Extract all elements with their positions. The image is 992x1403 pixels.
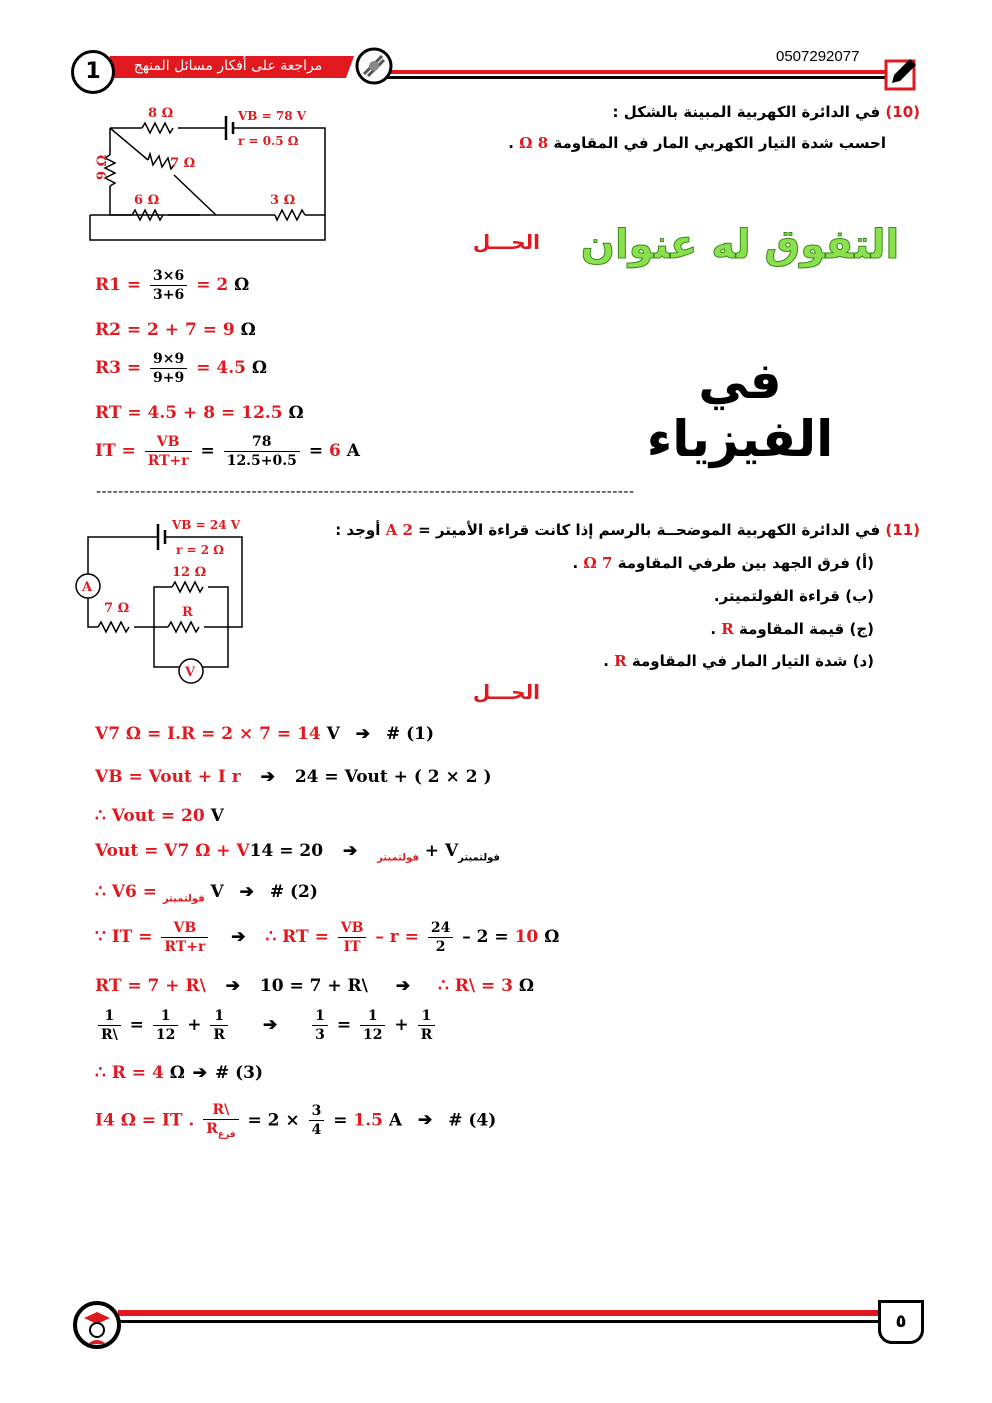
q10-eq3-fraction: $\frac{9\times 9}{9+9}$	[150, 351, 187, 386]
q11-step6-fraction2: $\frac{VB}{IT}$	[338, 920, 367, 955]
q11-step5: ∴ V $_{فولتميتر}$ = 6 V ➔ # (2)	[95, 882, 318, 905]
q11-step10: I4 Ω = IT . $\frac{R\backslash}{R_{فرع}}$ = 2 × $\frac{3}{4}$ = 1.5 A ➔ # (4)	[95, 1102, 497, 1140]
q11-intro: (11) في الدائرة الكهربية الموضحــة بالرسم إذا كانت قراءة الأميتر = 2 A أوجد :	[335, 521, 920, 539]
q11-circuit-diagram	[70, 512, 270, 692]
page-number: ٥	[895, 1311, 907, 1332]
arrow-icon: ➔	[355, 724, 371, 744]
header-title: مراجعة على أفكار مسائل المنهج	[133, 58, 323, 74]
footer-black-line	[118, 1320, 878, 1323]
q11-label-vb: VB = 24 V	[172, 518, 241, 532]
q10-label-3ohm: 3 Ω	[270, 193, 296, 208]
q11-step6: ∵ IT = $\frac{VB}{RT+r}$ ➔ ∴ RT = $\frac{VB}{IT}$ – r = $\frac{24}{2}$ – 2 = 10 Ω	[95, 920, 560, 955]
arrow-icon: ➔	[239, 882, 254, 902]
arrow-icon: ➔	[395, 976, 411, 996]
q10-eq3: R3 = $\frac{9\times 9}{9+9}$ = 4.5 Ω	[95, 351, 267, 386]
logo-icon	[354, 46, 394, 86]
chapter-badge	[71, 50, 115, 94]
phone-number: 0507292077	[776, 48, 860, 65]
chapter-badge-number: 1	[85, 59, 101, 84]
q10-solution-label: الحـــل	[472, 230, 540, 254]
q10-eq2: R2 = 2 + 7 = 9 Ω	[95, 320, 256, 340]
q11-label-12ohm: 12 Ω	[172, 565, 207, 580]
arrow-icon: ➔	[260, 767, 275, 787]
q11-item-c: (ج) قيمة المقاومة R .	[710, 620, 874, 638]
q11-label-7ohm: 7 Ω	[104, 601, 130, 616]
q10-eq5: IT = $\frac{VB}{RT+r}$ = $\frac{78}{12.5+0.5}$ = 6 A	[95, 434, 360, 469]
q11-step6-fraction1: $\frac{VB}{RT+r}$	[161, 920, 208, 955]
graduate-avatar-icon	[72, 1300, 122, 1350]
q10-label-r: r = 0.5 Ω	[238, 134, 299, 148]
q10-eq1: R1 = $\frac{3\times 6}{3+6}$ = 2 Ω	[95, 268, 250, 303]
q10-label-9ohm: 9 Ω	[95, 154, 110, 180]
q11-step9: ∴ R = 4 Ω ➔ # (3)	[95, 1063, 264, 1083]
q10-label-8ohm: 8 Ω	[148, 106, 174, 121]
q10-eq5-fraction1: $\frac{VB}{RT+r}$	[145, 434, 192, 469]
q11-step1: V7 Ω = I.R = 2 × 7 = 14 V ➔ # (1)	[95, 724, 435, 744]
q11-label-r: r = 2 Ω	[176, 543, 224, 557]
arrow-icon: ➔	[262, 1015, 278, 1035]
q11-step10-fraction2: $\frac{3}{4}$	[309, 1103, 325, 1138]
q10-eq5-fraction2: $\frac{78}{12.5+0.5}$	[224, 434, 300, 469]
header-red-line	[380, 70, 885, 74]
q11-step6-fraction3: $\frac{24}{2}$	[428, 920, 453, 955]
arrow-icon: ➔	[192, 1063, 208, 1083]
ammeter-icon: A	[82, 580, 93, 595]
arrow-icon: ➔	[231, 927, 246, 947]
q11-step3: ∴ Vout = 20 V	[95, 806, 224, 826]
q10-line2: احسب شدة التيار الكهربي المار في المقاومة 8 Ω .	[508, 134, 886, 152]
q11-step2: VB = Vout + I r ➔ 24 = Vout + ( 2 × 2 )	[95, 767, 492, 787]
q11-item-b: (ب) قراءة الفولتميتر.	[713, 587, 874, 605]
q10-eq1-fraction: $\frac{3\times 6}{3+6}$	[150, 268, 187, 303]
q11-label-R: R	[182, 605, 193, 620]
q11-step4: Vout = V7 Ω + V $_{فولتميتر}$ ➔ $20 = 14 + V_{فولتميتر}$	[95, 841, 500, 864]
q10-label-7ohm: 7 Ω	[170, 156, 196, 171]
q10-eq4: RT = 4.5 + 8 = 12.5 Ω	[95, 403, 304, 423]
arrow-icon: ➔	[418, 1110, 433, 1131]
section-divider: -------------------------------------------------------------------------------------------------	[96, 484, 635, 500]
q11-item-d: (د) شدة التيار المار في المقاومة R .	[603, 652, 874, 670]
slogan-line2: في الفيزياء	[646, 352, 834, 468]
q10-label-vb: VB = 78 V	[238, 109, 307, 123]
q10-circuit-diagram	[80, 100, 340, 250]
voltmeter-icon: V	[185, 665, 196, 680]
q10-line1: (10) في الدائرة الكهربية المبينة بالشكل :	[612, 103, 920, 121]
pencil-icon	[884, 55, 920, 91]
slogan-line1: التفوق له عنوان	[580, 222, 900, 268]
q11-item-a: (أ) فرق الجهد بين طرفي المقاومة 7 Ω .	[572, 554, 874, 572]
q11-step7: RT = 7 + R\ ➔ 10 = 7 + R\ ➔ ∴ R\ = 3 Ω	[95, 976, 535, 996]
header-black-line	[380, 76, 885, 79]
q11-step10-fraction1: $\frac{R\backslash}{R_{فرع}}$	[203, 1102, 238, 1140]
q11-solution-label: الحـــل	[472, 680, 540, 704]
arrow-icon: ➔	[225, 976, 240, 996]
arrow-icon: ➔	[342, 841, 358, 861]
q10-label-6ohm: 6 Ω	[134, 193, 160, 208]
q11-step8: $\frac{1}{R\backslash}$ = $\frac{1}{12}$ + $\frac{1}{R}$ ➔ $\frac{1}{3}$ = $\frac{1}{12}$ + $\frac{1}{R}$	[95, 1008, 438, 1043]
footer-red-line	[118, 1310, 878, 1316]
page-number-box	[878, 1300, 924, 1344]
